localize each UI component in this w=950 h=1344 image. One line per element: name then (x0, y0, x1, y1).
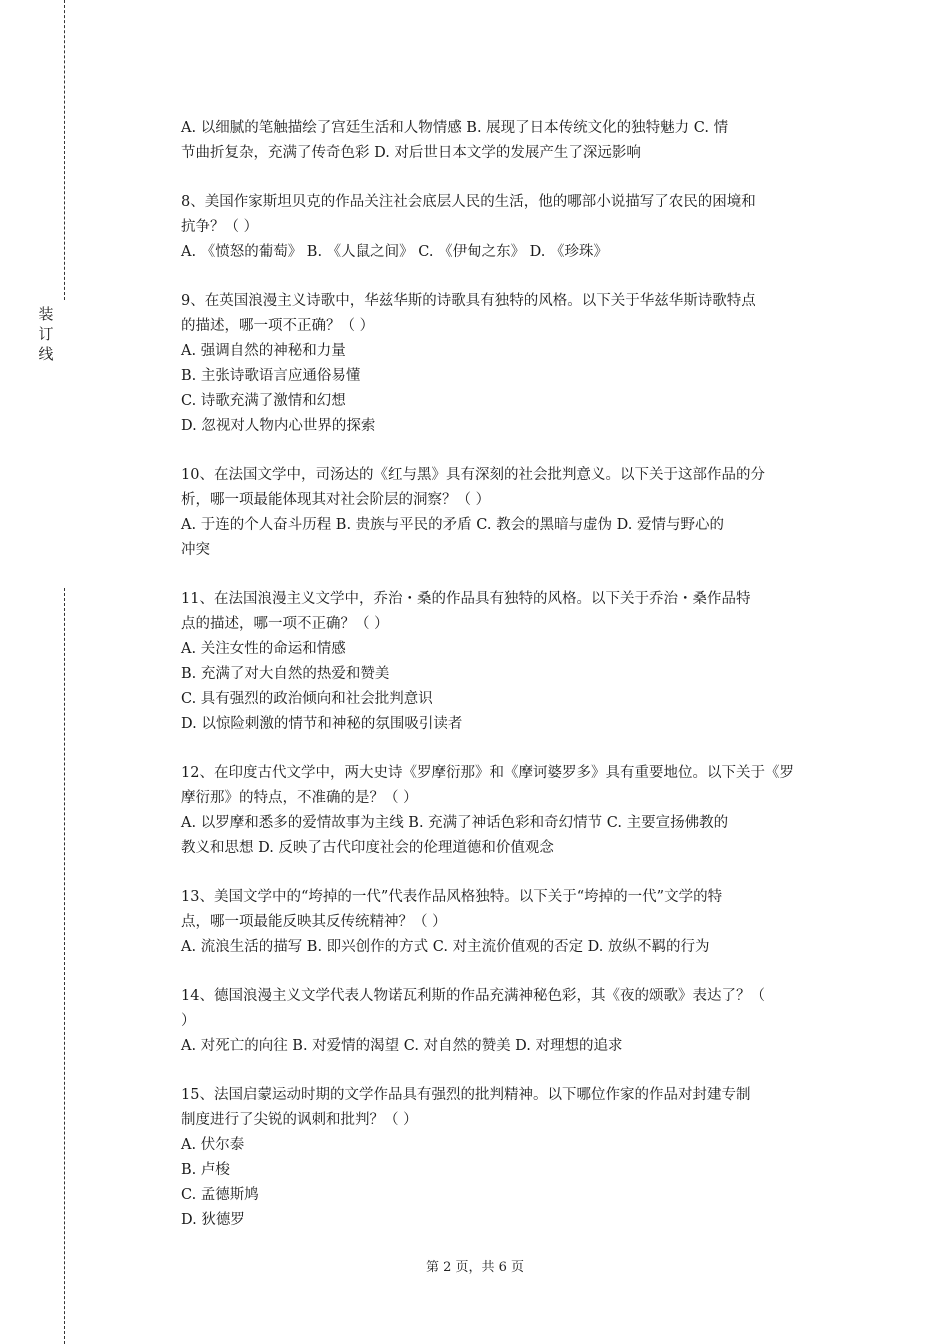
text-line: ） (181, 1013, 196, 1029)
text-line: B. 主张诗歌语言应通俗易懂 (181, 368, 361, 384)
text-line: 14、德国浪漫主义文学代表人物诺瓦利斯的作品充满神秘色彩，其《夜的颂歌》表达了？（ (181, 988, 765, 1004)
text-line: 摩衍那》的特点，不准确的是？（ ） (181, 790, 418, 806)
binding-char: 订 (38, 325, 54, 343)
question-block-q11 (181, 587, 841, 737)
text-line: A. 于连的个人奋斗历程 B. 贵族与平民的矛盾 C. 教会的黑暗与虚伪 D. 爱情与野心的 (181, 517, 725, 533)
text-line: 9、在英国浪漫主义诗歌中，华兹华斯的诗歌具有独特的风格。以下关于华兹华斯诗歌特点 (181, 293, 756, 309)
text-line: A. 关注女性的命运和情感 (181, 641, 346, 657)
text-line: 15、法国启蒙运动时期的文学作品具有强烈的批判精神。以下哪位作家的作品对封建专制 (181, 1087, 751, 1103)
text-line: B. 充满了对大自然的热爱和赞美 (181, 666, 390, 682)
text-line: A. 以细腻的笔触描绘了宫廷生活和人物情感 B. 展现了日本传统文化的独特魅力 C. 情 (181, 120, 729, 136)
text-line: A. 强调自然的神秘和力量 (181, 343, 346, 359)
question-block-q14 (181, 984, 841, 1059)
text-line: 析，哪一项最能体现其对社会阶层的洞察？（ ） (181, 492, 491, 508)
question-block-q8 (181, 190, 841, 265)
question-block-q10 (181, 463, 841, 563)
text-line: C. 诗歌充满了激情和幻想 (181, 393, 346, 409)
text-line: C. 具有强烈的政治倾向和社会批判意识 (181, 691, 433, 707)
text-line: C. 孟德斯鸠 (181, 1187, 259, 1203)
text-line: 制度进行了尖锐的讽刺和批判？（ ） (181, 1112, 418, 1128)
text-line: 节曲折复杂，充满了传奇色彩 D. 对后世日本文学的发展产生了深远影响 (181, 145, 641, 161)
text-line: 的描述，哪一项不正确？（ ） (181, 318, 375, 334)
binding-label (36, 304, 56, 364)
question-block-q13 (181, 885, 841, 960)
binding-char: 装 (38, 305, 54, 323)
text-line: A. 对死亡的向往 B. 对爱情的渴望 C. 对自然的赞美 D. 对理想的追求 (181, 1038, 623, 1054)
binding-char: 线 (38, 345, 54, 363)
question-block-q9 (181, 289, 841, 439)
question-block-q15 (181, 1083, 841, 1233)
text-line: 点的描述，哪一项不正确？（ ） (181, 616, 389, 632)
text-line: 12、在印度古代文学中，两大史诗《罗摩衍那》和《摩诃婆罗多》具有重要地位。以下关于《罗 (181, 765, 794, 781)
text-line: 13、美国文学中的“垮掉的一代”代表作品风格独特。以下关于“垮掉的一代”文学的特 (181, 889, 723, 905)
text-line: 抗争？（ ） (181, 219, 259, 235)
text-line: 教义和思想 D. 反映了古代印度社会的伦理道德和价值观念 (181, 840, 554, 856)
text-line: A. 流浪生活的描写 B. 即兴创作的方式 C. 对主流价值观的否定 D. 放纵不羁的行为 (181, 939, 710, 955)
text-line: 点，哪一项最能反映其反传统精神？（ ） (181, 914, 447, 930)
text-line: 冲突 (181, 542, 210, 558)
binding-line-top (64, 0, 65, 300)
question-block-q7-options (181, 116, 841, 166)
page-footer: 第 2 页，共 6 页 (425, 1260, 525, 1275)
binding-line-bottom (64, 588, 65, 1344)
question-content (181, 116, 841, 1257)
text-line: D. 狄德罗 (181, 1212, 245, 1228)
text-line: 11、在法国浪漫主义文学中，乔治・桑的作品具有独特的风格。以下关于乔治・桑作品特 (181, 591, 751, 607)
text-line: 8、美国作家斯坦贝克的作品关注社会底层人民的生活，他的哪部小说描写了农民的困境和 (181, 194, 756, 210)
text-line: A. 伏尔泰 (181, 1137, 245, 1153)
text-line: 10、在法国文学中，司汤达的《红与黑》具有深刻的社会批判意义。以下关于这部作品的分 (181, 467, 765, 483)
text-line: D. 忽视对人物内心世界的探索 (181, 418, 376, 434)
text-line: A. 《愤怒的葡萄》 B. 《人鼠之间》 C. 《伊甸之东》 D. 《珍珠》 (181, 244, 609, 260)
text-line: A. 以罗摩和悉多的爱情故事为主线 B. 充满了神话色彩和奇幻情节 C. 主要宣扬佛教的 (181, 815, 729, 831)
text-line: D. 以惊险刺激的情节和神秘的氛围吸引读者 (181, 716, 463, 732)
question-block-q12 (181, 761, 841, 861)
text-line: B. 卢梭 (181, 1162, 230, 1178)
